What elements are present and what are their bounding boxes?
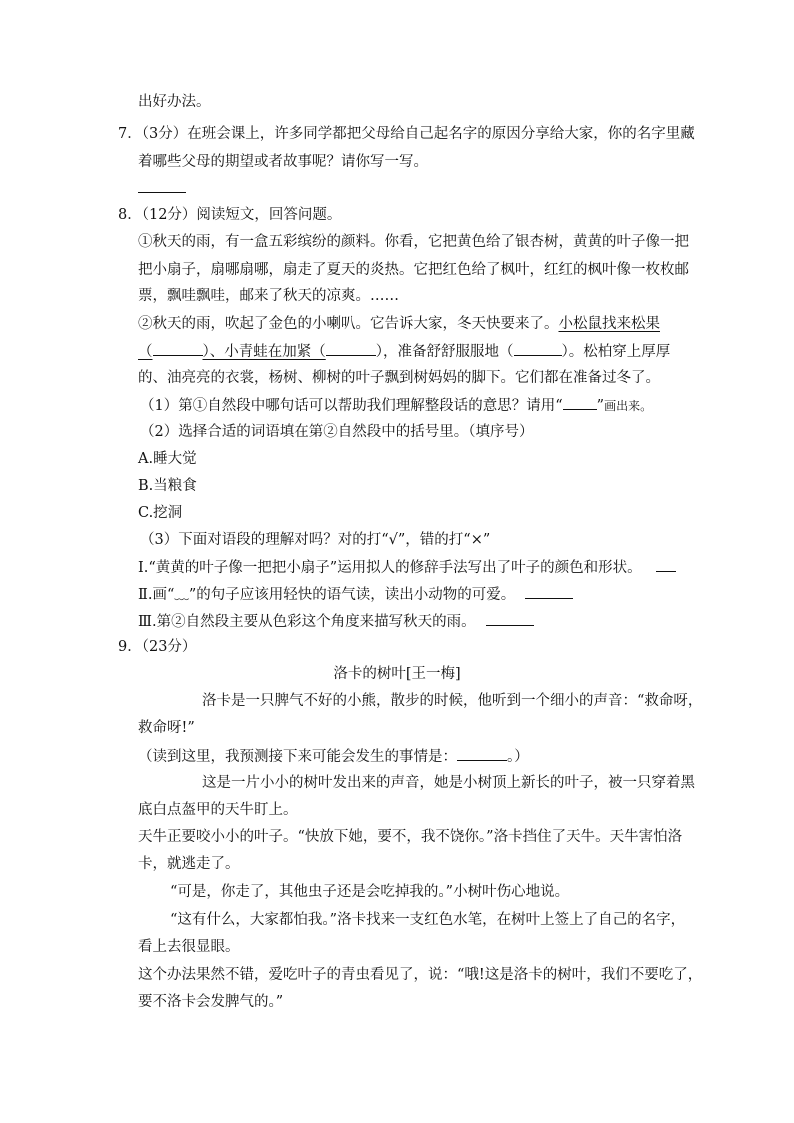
story-paragraph-cont: 卡，就逃走了。 — [138, 856, 240, 872]
story-paragraph: 天牛正要咬小小的叶子。“快放下她，要不，我不饶你。”洛卡挡住了天牛。天牛害怕洛 — [138, 829, 683, 845]
underlined-text: 小松鼠找来松果 — [558, 316, 660, 332]
story-paragraph-cont: 底白点盔甲的天牛盯上。 — [138, 802, 298, 818]
story-paragraph-cont: 要不洛卡会发脾气的。” — [138, 994, 284, 1010]
question-7-prompt-cont: 着哪些父母的期望或者故事呢？请你写一写。 — [138, 154, 428, 170]
prediction-text: 。） — [507, 749, 529, 765]
sub-question-text: （1）第①自然段中哪句话可以帮助我们理解整段话的意思？请用“ — [140, 398, 563, 414]
question-7-prompt: 7．（3分）在班会课上，许多同学都把父母给自己起名字的原因分享给大家，你的名字里藏 — [118, 126, 695, 142]
passage-paragraph-1-cont: 票，飘哇飘哇，邮来了秋天的凉爽。…… — [138, 288, 399, 304]
story-paragraph: “可是，你走了，其他虫子还是会吃掉我的。”小树叶伤心地说。 — [170, 884, 570, 900]
answer-blank[interactable] — [138, 178, 186, 199]
passage-text: （ — [138, 344, 153, 360]
passage-text: ）。松柏穿上厚厚 — [561, 344, 671, 360]
sub-question-text: 画出来。 — [604, 399, 653, 413]
story-paragraph-cont: 救命呀!” — [138, 720, 195, 736]
option-a: A.睡大觉 — [138, 451, 197, 467]
sub-question-text: ” — [596, 398, 605, 414]
passage-paragraph-1: ①秋天的雨，有一盒五彩缤纷的颜料。你看，它把黄色给了银杏树，黄黄的叶子像一把 — [138, 234, 689, 250]
passage-text: ）、小青蛙在加紧（ — [202, 344, 326, 360]
sub-question-3: （3）下面对语段的理解对吗？对的打“√”，错的打“×” — [140, 532, 491, 548]
judgement-text: ”的句子应该用轻快的语气读，读出小动物的可爱。 — [188, 587, 516, 603]
question-9-header: 9．（23分） — [118, 639, 197, 655]
prediction-prompt — [138, 746, 529, 767]
sub-question-1 — [140, 395, 652, 416]
judgement-2 — [138, 584, 573, 605]
judgement-text: Ⅲ.第②自然段主要从色彩这个角度来描写秋天的雨。 — [138, 614, 476, 630]
answer-blank[interactable] — [457, 746, 507, 761]
story-paragraph: “这有什么，大家都怕我。”洛卡找来一支红色水笔，在树叶上签上了自己的名字， — [170, 912, 686, 928]
passage-paragraph-2 — [138, 314, 660, 334]
passage-text: ②秋天的雨，吹起了金色的小喇叭。它告诉大家，冬天快要来了。 — [138, 316, 559, 332]
story-paragraph-cont: 看上去很显眼。 — [138, 939, 240, 955]
text-line: 出好办法。 — [138, 94, 211, 110]
story-paragraph: 洛卡是一只脾气不好的小熊，散步的时候，他听到一个细小的声音：“救命呀， — [202, 693, 703, 709]
bracket-blank-3[interactable] — [514, 341, 562, 356]
bracket-blank-2[interactable] — [326, 341, 376, 356]
answer-blank[interactable] — [656, 557, 676, 572]
passage-paragraph-1-cont: 把小扇子，扇哪扇哪，扇走了夏天的炎热。它把红色给了枫叶，红红的枫叶像一枚枚邮 — [138, 262, 689, 278]
question-8-header: 8．（12分）阅读短文，回答问题。 — [118, 207, 342, 223]
judgement-1 — [138, 557, 676, 578]
sub-question-2: （2）选择合适的词语填在第②自然段中的括号里。（填序号） — [140, 424, 534, 440]
story-paragraph: 这个办法果然不错，爱吃叶子的青虫看见了，说：“哦!这是洛卡的树叶，我们不要吃了， — [138, 967, 703, 983]
story-paragraph: 这是一片小小的树叶发出来的声音，她是小树顶上新长的叶子，被一只穿着黑 — [202, 775, 695, 791]
line-symbol — [563, 395, 597, 410]
judgement-text: Ⅱ.画“ — [138, 587, 175, 603]
bracket-blank-1[interactable] — [153, 341, 203, 356]
answer-blank[interactable] — [525, 584, 573, 599]
judgement-text: Ⅰ.“黄黄的叶子像一把把小扇子”运用拟人的修辞手法写出了叶子的颜色和形状。 — [138, 560, 642, 576]
story-title: 洛卡的树叶[王一梅] — [333, 666, 461, 682]
passage-paragraph-2-cont — [138, 341, 670, 362]
option-c: C.挖洞 — [138, 505, 183, 521]
wavy-line-symbol: ﹏ — [174, 587, 189, 603]
option-b: B.当粮食 — [138, 478, 197, 494]
answer-blank[interactable] — [486, 611, 534, 626]
passage-paragraph-2-cont: 的、油亮亮的衣裳，杨树、柳树的叶子飘到树妈妈的脚下。它们都在准备过冬了。 — [138, 370, 660, 386]
judgement-3 — [138, 611, 534, 632]
prediction-text: （读到这里，我预测接下来可能会发生的事情是： — [138, 749, 457, 765]
passage-text: ），准备舒舒服服地（ — [375, 344, 514, 360]
